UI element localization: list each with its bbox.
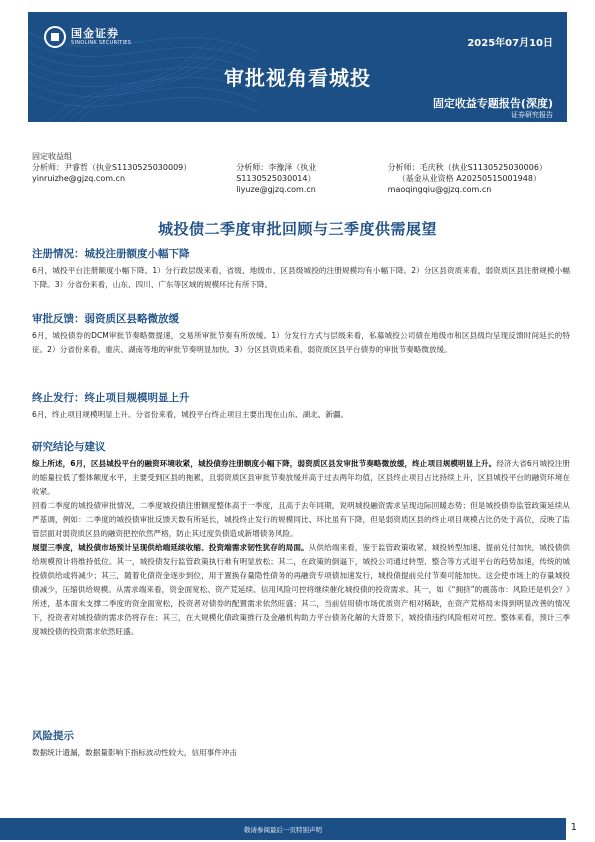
section-heading: 注册情况：城投注册额度小幅下降: [32, 248, 190, 260]
section-heading: 研究结论与建议: [32, 441, 106, 453]
conclusion-summary-text: 经济大省6月城投注册的缩量拉低了整体额度水平，主要受到区县的拖累，且弱资质区县审批节奏放缓并高于过去两年均值，区县终止项目占比持续上升，区县城投平台的融资环境在收紧。: [32, 459, 570, 496]
analyst-2-info: 分析师：李豫泽（执业S1130525030014）: [236, 163, 317, 183]
report-dept: 证券研究报告: [511, 111, 553, 119]
analyst-3: [388, 162, 567, 195]
analyst-3-email[interactable]: maoqingqiu@gjzq.com.cn: [387, 185, 492, 194]
section-text: 6月，城投平台注册额度小幅下降。1）分行政层级来看，省级、地级市、区县级城投的注册规模均有小幅下降。2）分区县资质来看，弱资质区县注册规模小幅下降。3）分省份来看，山东、四川、广东等区域的规模环比有所下降。: [32, 266, 570, 289]
logo-name-cn: 国金证券: [71, 27, 119, 40]
section-text: 6月，终止项目规模明显上升。分省份来看，城投平台终止项目主要出现在山东、湖北、新疆。: [32, 410, 349, 419]
analyst-3-info: 分析师：毛庆秋（执业S1130525030006）: [387, 163, 547, 172]
section-text: 6月，城投债券的DCM审批节奏略微提速，交易所审批节奏有所放缓。1）分发行方式与层级来看，私募城投公司债在地级市和区县级均呈现反馈时间延长的特征。2）分省份来看，重庆、湖南等地的审批节奏明显加快。3）分区县资质来看，弱资质区县平台债券的审批节奏略微放缓。: [32, 331, 570, 354]
logo-name-en: SINOLINK SECURITIES: [71, 40, 132, 46]
conclusion-paragraph-2: 回看二季度的城投债审批情况，二季度城投债注册额度整体高于一季度，且高于去年同期，说明城投融资需求呈现边际回暖态势；但是城投债券监管政策延续从严基调，例如：二季度的城投债审批反馈天数有所延长，城投终止发行的规模同比、环比虽有下降，但是弱资质区县的终止项目规模占比仍处于高位，反映了监管层面对弱资质区县的融资把控依然严格，防止其过度负债造成新增债务风险。: [32, 501, 570, 538]
conclusion-paragraph-1: [32, 457, 570, 499]
footer-disclaimer[interactable]: 敬请参阅最后一页特别声明: [244, 826, 322, 834]
company-logo: [44, 26, 131, 48]
section-conclusion: [32, 440, 570, 639]
main-title: 城投债二季度审批回顾与三季度供需展望: [157, 220, 437, 238]
report-title: 审批视角看城投: [224, 66, 371, 90]
analyst-2: [236, 162, 387, 195]
section-heading: 风险提示: [32, 730, 74, 742]
outlook-bold: 展望三季度，城投债市场预计呈现供给端延续收缩、投资端需求韧性犹存的局面。: [32, 543, 309, 552]
conclusion-summary-bold: 综上所述，6月，区县城投平台的融资环境收紧，城投债券注册额度小幅下降，弱资质区县发审批节奏略微放缓，终止项目规模明显上升。: [32, 459, 497, 468]
analyst-1-email[interactable]: yinruizhe@gjzq.com.cn: [32, 174, 126, 183]
section-risk: [32, 729, 570, 760]
analyst-3-license: （基金从业资格 A20250515001948）: [397, 174, 541, 183]
section-registration: [32, 247, 570, 292]
analyst-1: [32, 162, 236, 195]
section-feedback: [32, 312, 570, 357]
section-heading: 终止发行：终止项目规模明显上升: [32, 392, 190, 404]
section-text: 数据统计遗漏，数据量影响下指标波动性较大，信用事件冲击: [32, 748, 238, 757]
analyst-1-info: 分析师：尹睿哲（执业S1130525030009）: [32, 163, 192, 172]
sector-label: 固定收益组: [32, 152, 72, 161]
header-banner: [28, 12, 567, 122]
report-date: 2025年07月10日: [467, 38, 553, 49]
section-termination: [32, 391, 570, 422]
analyst-2-email[interactable]: liyuze@gjzq.com.cn: [236, 185, 316, 194]
page-number: 1: [570, 822, 577, 833]
conclusion-paragraph-3: [32, 541, 570, 639]
report-type: 固定收益专题报告(深度): [432, 97, 553, 110]
section-heading: 审批反馈：弱资质区县略微放缓: [32, 313, 179, 325]
logo-mark-icon: [44, 26, 66, 48]
outlook-text: 从供给端来看，鉴于监管政策收紧、城投转型加速、提前兑付加快，城投债供给规模预计将维持低位。其一，城投债发行监管政策执行难有明显放松；其二，在政策的倒逼下，城投公司通过转型、整合等方式退平台的趋势加速，传统的城投债供给或将减少；其三，随着化债资金逐步到位，用于置换存量隐性债务的再融资专项债加速发行，城投债提前兑付节奏可能加快。这会使市场上的存量城投债减少，压缩供给规模。从需求端来看，资金面宽松、资产荒延续、信用风险可控将继续催化城投债的投资需求。其一，如《“拥挤”的震荡市：风险还是机会？》所述，基本面未支撑二季度的资金面宽松，投资者对债券的配置需求依然旺盛；其二，当前信用债市场优质资产相对稀缺，在资产荒格局未得到明显改善的情况下，投资者对城投债的需求仍将存在；其三，在大规模化债政策推行及金融机构助力平台债务化解的大背景下，城投债违约风险相对可控。整体来看，预计三季度城投债的投资需求依然旺盛。: [32, 543, 570, 636]
analyst-block: [32, 151, 567, 195]
